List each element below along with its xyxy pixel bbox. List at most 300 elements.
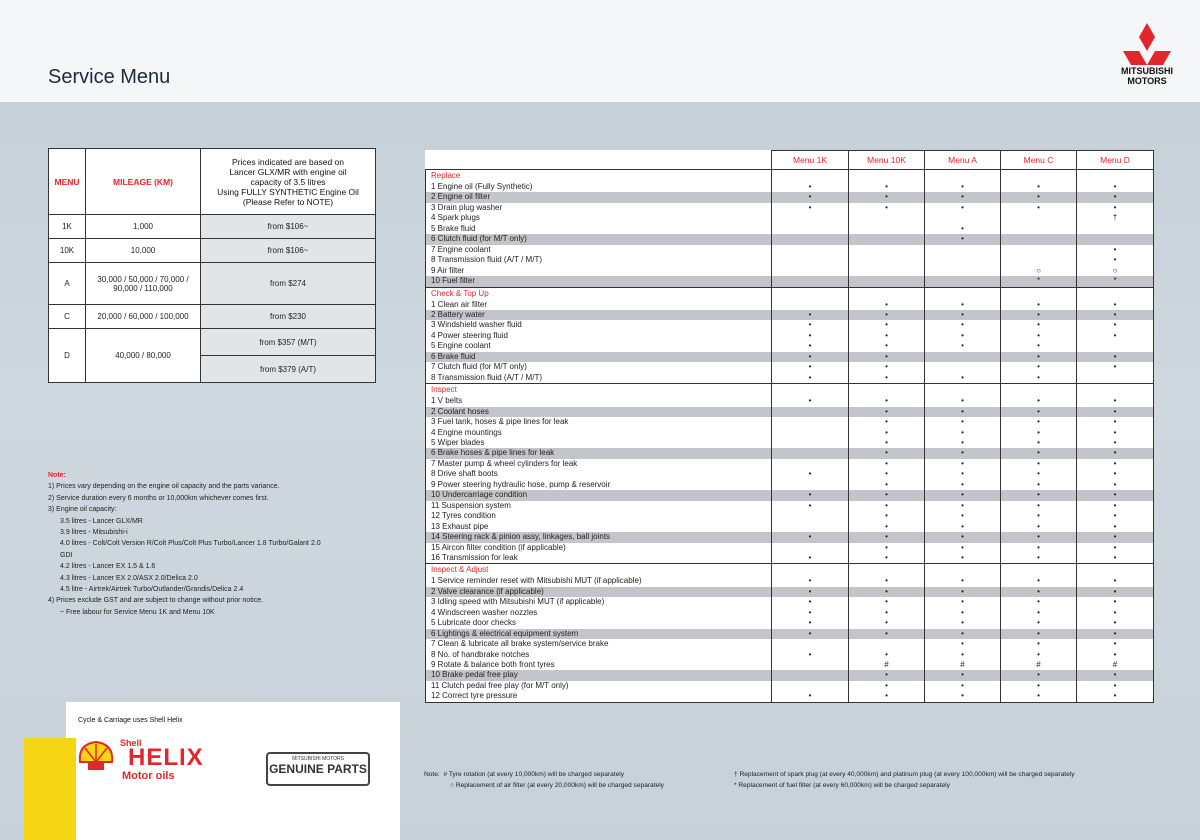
empty-cell: [1001, 287, 1077, 300]
service-mark: •: [1077, 490, 1154, 500]
promo-caption: Cycle & Carriage uses Shell Helix: [78, 717, 183, 724]
page-title: Service Menu: [48, 66, 171, 88]
table-row: [426, 469, 1154, 479]
table-row: [426, 587, 1154, 597]
service-mark: •: [925, 182, 1001, 192]
table-row: [426, 660, 1154, 670]
prices-header-line: capacity of 3.5 litres: [250, 176, 326, 187]
price-cell: from $379 (A/T): [201, 356, 376, 383]
service-mark: [1077, 234, 1154, 244]
empty-cell: [1001, 384, 1077, 397]
service-mark: •: [849, 490, 925, 500]
service-item-label: 9 Air filter: [426, 266, 772, 276]
footnote-hash: [424, 770, 734, 781]
service-item-label: 12 Tyres condition: [426, 511, 772, 521]
service-mark: †: [1077, 213, 1154, 223]
menu-cell: D: [49, 329, 86, 383]
yellow-accent: [24, 738, 76, 840]
service-mark: •: [772, 576, 849, 586]
service-item-label: 2 Coolant hoses: [426, 407, 772, 417]
service-mark: ○: [1001, 266, 1077, 276]
service-mark: •: [1001, 182, 1077, 192]
service-mark: •: [1001, 670, 1077, 680]
service-mark: •: [1077, 417, 1154, 427]
table-row: [426, 341, 1154, 351]
service-item-label: 8 Drive shaft boots: [426, 469, 772, 479]
footnote-label: Note:: [424, 771, 440, 778]
service-mark: •: [772, 618, 849, 628]
page-header: [0, 0, 1200, 102]
header-spacer: [426, 151, 772, 170]
service-mark: •: [772, 691, 849, 702]
table-row: [426, 576, 1154, 586]
prices-header-line: (Please Refer to NOTE): [242, 196, 334, 207]
service-mark: •: [772, 182, 849, 192]
service-mark: •: [1001, 650, 1077, 660]
table-row: [426, 310, 1154, 320]
brand-name: [1106, 66, 1188, 86]
table-row: [426, 192, 1154, 202]
footnote-star: * Replacement of fuel filter (at every 60,000km) will be charged separately: [734, 781, 950, 789]
service-mark: •: [849, 469, 925, 479]
service-mark: [1001, 245, 1077, 255]
service-mark: •: [925, 587, 1001, 597]
section-header-row: [426, 564, 1154, 577]
service-mark: •: [925, 234, 1001, 244]
service-mark: •: [849, 352, 925, 362]
service-mark: •: [1001, 428, 1077, 438]
service-item-label: 7 Master pump & wheel cylinders for leak: [426, 459, 772, 469]
service-mark: •: [1001, 480, 1077, 490]
service-mark: •: [772, 341, 849, 351]
service-mark: •: [1077, 597, 1154, 607]
service-item-label: 10 Fuel filter: [426, 276, 772, 287]
service-mark: •: [849, 543, 925, 553]
table-row: [426, 618, 1154, 628]
service-mark: [772, 407, 849, 417]
notes: [48, 470, 388, 618]
section-header-row: [426, 170, 1154, 183]
service-item-label: 4 Spark plugs: [426, 213, 772, 223]
empty-cell: [1077, 384, 1154, 397]
empty-cell: [849, 384, 925, 397]
table-row: [426, 639, 1154, 649]
service-mark: •: [849, 691, 925, 702]
service-item-label: 8 Transmission fluid (A/T / M/T): [426, 373, 772, 384]
mileage-cell: 30,000 / 50,000 / 70,000 / 90,000 / 110,000: [86, 263, 201, 305]
prices-header-line: Prices indicated are based on: [232, 156, 344, 167]
footnote-hash-text: # Tyre rotation (at every 10,000km) will be charged separately: [443, 771, 625, 778]
table-row: [426, 438, 1154, 448]
service-mark: •: [1077, 618, 1154, 628]
footnote-row: [424, 781, 1164, 792]
service-mark: •: [925, 522, 1001, 532]
service-mark: #: [1001, 660, 1077, 670]
service-item-label: 9 Power steering hydraulic hose, pump & reservoir: [426, 480, 772, 490]
menu-cell: 1K: [49, 215, 86, 239]
service-mark: •: [849, 480, 925, 490]
service-mark: •: [1001, 362, 1077, 372]
service-mark: •: [772, 532, 849, 542]
service-mark: •: [849, 511, 925, 521]
service-mark: •: [1001, 490, 1077, 500]
service-mark: •: [1001, 448, 1077, 458]
section-header-row: [426, 384, 1154, 397]
empty-cell: [772, 384, 849, 397]
service-item-label: 3 Fuel tank, hoses & pipe lines for leak: [426, 417, 772, 427]
service-mark: •: [849, 331, 925, 341]
note-line: 2) Service duration every 6 months or 10,000km whichever comes first.: [48, 494, 269, 502]
service-mark: •: [849, 438, 925, 448]
service-mark: [925, 362, 1001, 372]
empty-cell: [849, 170, 925, 183]
table-row: [426, 331, 1154, 341]
service-item-label: 4 Windscreen washer nozzles: [426, 608, 772, 618]
service-mark: •: [1001, 629, 1077, 639]
service-mark: •: [849, 681, 925, 691]
service-mark: •: [772, 650, 849, 660]
service-item-label: 8 No. of handbrake notches: [426, 650, 772, 660]
prices-header-line: Using FULLY SYNTHETIC Engine Oil: [217, 186, 359, 197]
service-mark: •: [1001, 501, 1077, 511]
service-item-label: 11 Suspension system: [426, 501, 772, 511]
service-mark: [1001, 234, 1077, 244]
section-header-row: [426, 287, 1154, 300]
empty-cell: [772, 564, 849, 577]
service-item-label: 1 Service reminder reset with Mitsubishi MUT (if applicable): [426, 576, 772, 586]
service-mark: •: [772, 320, 849, 330]
service-mark: •: [1001, 192, 1077, 202]
service-mark: [772, 266, 849, 276]
service-mark: •: [849, 373, 925, 384]
price-cell: from $106~: [201, 239, 376, 263]
service-mark: •: [925, 310, 1001, 320]
table-row: [426, 213, 1154, 223]
menu-cell: A: [49, 263, 86, 305]
service-mark: •: [772, 501, 849, 511]
service-mark: •: [925, 224, 1001, 234]
service-item-label: 13 Exhaust pipe: [426, 522, 772, 532]
service-item-label: 7 Clutch fluid (for M/T only): [426, 362, 772, 372]
service-mark: [1077, 373, 1154, 384]
prices-header-line: Lancer GLX/MR with engine oil: [229, 166, 347, 177]
note-line: 4.0 litres - Colt/Colt Version R/Colt Plus/Colt Plus Turbo/Lancer 1.8 Turbo/Galant 2.0: [60, 540, 321, 548]
service-mark: •: [849, 618, 925, 628]
service-mark: •: [1001, 597, 1077, 607]
service-mark: •: [1001, 331, 1077, 341]
section-title: Inspect & Adjust: [426, 564, 772, 577]
service-mark: •: [1001, 352, 1077, 362]
service-mark: •: [1077, 362, 1154, 372]
footnote-circle: ○ Replacement of air filter (at every 20,000km) will be charged separately: [450, 781, 664, 789]
service-item-label: 14 Steering rack & pinion assy, linkages, ball joints: [426, 532, 772, 542]
table-row: [426, 629, 1154, 639]
column-header: Menu 10K: [849, 151, 925, 170]
service-mark: •: [1001, 438, 1077, 448]
service-mark: •: [849, 417, 925, 427]
service-item-label: 12 Correct tyre pressure: [426, 691, 772, 702]
column-header: Menu A: [925, 151, 1001, 170]
mileage-cell: 10,000: [86, 239, 201, 263]
service-mark: •: [772, 310, 849, 320]
service-mark: •: [925, 681, 1001, 691]
column-header: Menu 1K: [772, 151, 849, 170]
table-row: [426, 681, 1154, 691]
service-mark: •: [849, 396, 925, 406]
service-mark: [772, 459, 849, 469]
service-mark: [772, 448, 849, 458]
service-mark: •: [849, 532, 925, 542]
service-mark: •: [1001, 320, 1077, 330]
service-mark: [849, 255, 925, 265]
table-row: [426, 608, 1154, 618]
service-mark: [772, 480, 849, 490]
service-mark: [772, 213, 849, 223]
service-mark: •: [849, 553, 925, 564]
service-mark: •: [849, 522, 925, 532]
service-mark: •: [925, 597, 1001, 607]
service-mark: [772, 511, 849, 521]
service-mark: •: [1001, 608, 1077, 618]
empty-cell: [925, 287, 1001, 300]
service-mark: •: [772, 373, 849, 384]
genuine-parts-logo: [266, 752, 370, 786]
service-mark: [772, 234, 849, 244]
footnote-row: [424, 770, 1164, 781]
service-mark: [772, 428, 849, 438]
empty-cell: [849, 287, 925, 300]
service-mark: •: [849, 650, 925, 660]
table-row: [426, 480, 1154, 490]
service-mark: •: [925, 203, 1001, 213]
service-mark: [772, 245, 849, 255]
service-mark: •: [925, 300, 1001, 310]
service-mark: [849, 213, 925, 223]
table-row: [426, 501, 1154, 511]
service-mark: •: [772, 396, 849, 406]
table-row: [426, 459, 1154, 469]
genuine-parts-main: GENUINE PARTS: [269, 762, 367, 776]
service-item-label: 5 Brake fluid: [426, 224, 772, 234]
column-header: Menu C: [1001, 151, 1077, 170]
service-mark: •: [772, 597, 849, 607]
notes-title: Note:: [48, 472, 66, 479]
menu-table-header: [426, 151, 1154, 170]
service-mark: [925, 255, 1001, 265]
table-row: [426, 670, 1154, 680]
service-mark: [772, 438, 849, 448]
service-mark: •: [772, 608, 849, 618]
service-mark: •: [925, 532, 1001, 542]
helix-brand-tagline: Motor oils: [122, 770, 175, 782]
service-mark: [849, 224, 925, 234]
service-mark: •: [849, 300, 925, 310]
empty-cell: [772, 287, 849, 300]
table-row: [426, 203, 1154, 213]
service-mark: •: [925, 553, 1001, 564]
service-mark: •: [1077, 553, 1154, 564]
note-line: 3.9 litres - Mitsubishi-i: [60, 529, 128, 537]
price-cell: from $274: [201, 263, 376, 305]
service-mark: •: [1077, 587, 1154, 597]
service-mark: •: [1077, 511, 1154, 521]
service-mark: •: [1077, 300, 1154, 310]
service-mark: •: [1001, 310, 1077, 320]
table-row: [426, 320, 1154, 330]
table-row: [426, 396, 1154, 406]
service-mark: •: [925, 341, 1001, 351]
service-mark: •: [849, 428, 925, 438]
service-mark: •: [1001, 417, 1077, 427]
service-mark: •: [1077, 691, 1154, 702]
table-row: [426, 276, 1154, 287]
service-mark: •: [849, 670, 925, 680]
service-mark: [925, 352, 1001, 362]
note-line: GDI: [60, 551, 73, 559]
service-mark: •: [849, 203, 925, 213]
empty-cell: [1001, 564, 1077, 577]
service-mark: [772, 660, 849, 670]
service-mark: •: [925, 511, 1001, 521]
note-line: 4.3 litres - Lancer EX 2.0/ASX 2.0/Delica 2.0: [60, 574, 198, 582]
service-mark: •: [849, 341, 925, 351]
service-mark: •: [849, 608, 925, 618]
empty-cell: [1077, 287, 1154, 300]
empty-cell: [925, 384, 1001, 397]
service-mark: •: [925, 438, 1001, 448]
service-mark: •: [1077, 608, 1154, 618]
table-row: [426, 352, 1154, 362]
service-item-label: 4 Engine mountings: [426, 428, 772, 438]
service-item-label: 6 Lightings & electrical equipment system: [426, 629, 772, 639]
service-item-label: 3 Drain plug washer: [426, 203, 772, 213]
service-mark: •: [925, 650, 1001, 660]
mileage-cell: 1,000: [86, 215, 201, 239]
service-item-label: 5 Lubricate door checks: [426, 618, 772, 628]
service-mark: •: [1077, 670, 1154, 680]
service-mark: •: [1077, 532, 1154, 542]
service-mark: •: [1001, 203, 1077, 213]
service-mark: [849, 276, 925, 287]
service-mark: •: [1077, 192, 1154, 202]
table-row: [426, 373, 1154, 384]
service-mark: •: [1077, 331, 1154, 341]
service-mark: [925, 245, 1001, 255]
footnotes: [424, 770, 1164, 791]
table-row: [426, 691, 1154, 702]
section-title: Inspect: [426, 384, 772, 397]
service-mark: •: [772, 587, 849, 597]
service-mark: [772, 670, 849, 680]
service-mark: [772, 639, 849, 649]
table-row: [49, 329, 376, 356]
price-cell: from $106~: [201, 215, 376, 239]
service-mark: •: [925, 459, 1001, 469]
service-mark: •: [1001, 639, 1077, 649]
service-mark: •: [925, 407, 1001, 417]
note-line: ~ Free labour for Service Menu 1K and Menu 10K: [60, 608, 215, 616]
table-row: [49, 305, 376, 329]
service-mark: •: [849, 587, 925, 597]
service-mark: •: [1077, 203, 1154, 213]
table-row: [426, 597, 1154, 607]
table-row: [426, 543, 1154, 553]
table-row: [426, 362, 1154, 372]
service-item-label: 7 Engine coolant: [426, 245, 772, 255]
service-item-label: 2 Battery water: [426, 310, 772, 320]
service-mark: •: [772, 469, 849, 479]
service-mark: ○: [1077, 266, 1154, 276]
service-mark: •: [1077, 182, 1154, 192]
service-mark: •: [925, 576, 1001, 586]
empty-cell: [925, 170, 1001, 183]
mileage-cell: 20,000 / 60,000 / 100,000: [86, 305, 201, 329]
service-mark: •: [1077, 459, 1154, 469]
service-mark: [772, 417, 849, 427]
service-item-label: 16 Transmission for leak: [426, 553, 772, 564]
service-mark: •: [849, 448, 925, 458]
empty-cell: [849, 564, 925, 577]
mileage-cell: 40,000 / 80,000: [86, 329, 201, 383]
table-row: [426, 428, 1154, 438]
service-item-label: 1 Clean air filter: [426, 300, 772, 310]
service-mark: •: [772, 629, 849, 639]
service-item-label: 4 Power steering fluid: [426, 331, 772, 341]
service-mark: [1001, 255, 1077, 265]
service-item-label: 8 Transmission fluid (A/T / M/T): [426, 255, 772, 265]
service-item-label: 1 Engine oil (Fully Synthetic): [426, 182, 772, 192]
service-item-label: 7 Clean & lubricate all brake system/service brake: [426, 639, 772, 649]
menu-cell: C: [49, 305, 86, 329]
service-mark: [772, 224, 849, 234]
service-mark: •: [1077, 396, 1154, 406]
table-row: [49, 215, 376, 239]
empty-cell: [925, 564, 1001, 577]
table-row: [426, 255, 1154, 265]
table-row: [426, 182, 1154, 192]
service-mark: •: [1077, 407, 1154, 417]
service-mark: •: [1077, 501, 1154, 511]
brand-name-line2: MOTORS: [1127, 76, 1167, 86]
service-mark: •: [1077, 320, 1154, 330]
service-mark: [925, 276, 1001, 287]
service-mark: •: [1001, 576, 1077, 586]
service-mark: •: [1001, 469, 1077, 479]
service-mark: •: [925, 691, 1001, 702]
table-row: [426, 234, 1154, 244]
service-item-label: 2 Valve clearance (if applicable): [426, 587, 772, 597]
service-mark: [925, 213, 1001, 223]
menu-header: MENU: [49, 149, 86, 215]
service-mark: •: [1077, 522, 1154, 532]
service-item-label: 6 Brake fluid: [426, 352, 772, 362]
service-item-label: 10 Brake pedal free play: [426, 670, 772, 680]
table-row: [426, 300, 1154, 310]
service-mark: •: [1001, 341, 1077, 351]
table-row: [426, 553, 1154, 564]
service-mark: [772, 522, 849, 532]
table-row: [426, 245, 1154, 255]
service-mark: •: [849, 192, 925, 202]
note-line: 4) Prices exclude GST and are subject to change without prior notice.: [48, 597, 264, 605]
service-mark: •: [925, 639, 1001, 649]
service-mark: •: [925, 543, 1001, 553]
prices-header: [201, 149, 376, 215]
service-item-label: 5 Engine coolant: [426, 341, 772, 351]
helix-brand-shell: Shell: [120, 738, 142, 748]
service-mark: •: [1001, 618, 1077, 628]
service-mark: *: [1077, 276, 1154, 287]
